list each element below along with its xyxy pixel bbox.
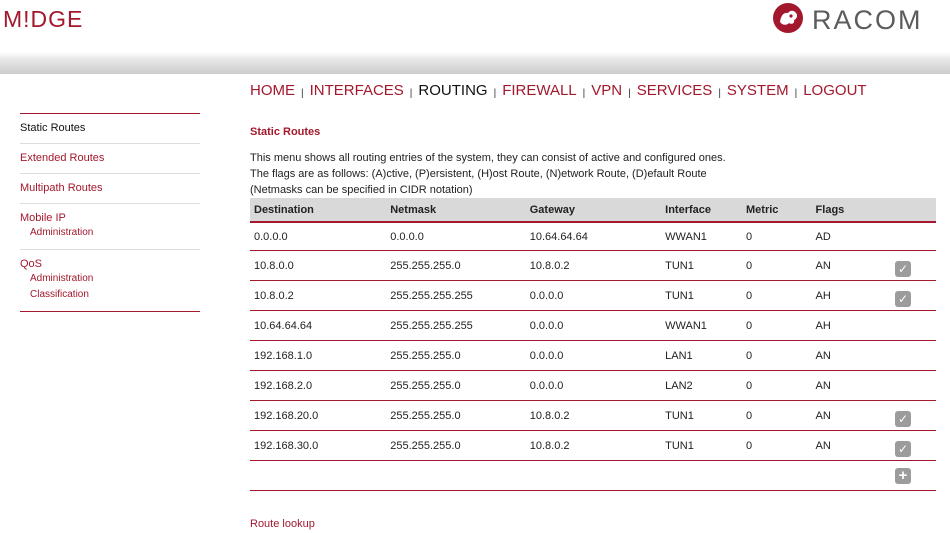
cell-metric: 0 [742, 311, 812, 341]
nav-separator: | [493, 88, 497, 99]
route-lookup-link[interactable]: Route lookup [250, 518, 315, 530]
cell-destination: 10.64.64.64 [250, 311, 386, 341]
sidebar-item-multipath-routes[interactable]: Multipath Routes [20, 182, 103, 194]
cell-netmask: 255.255.255.255 [386, 281, 526, 311]
nav-logout[interactable]: LOGOUT [803, 82, 867, 99]
sidebar-subitem-qos-administration[interactable]: Administration [30, 273, 94, 284]
cell-destination: 10.8.0.2 [250, 281, 386, 311]
nav-routing[interactable]: ROUTING [418, 82, 488, 99]
cell-gateway: 10.8.0.2 [526, 431, 661, 461]
cell-flags: AN [812, 431, 891, 461]
column-header-netmask: Netmask [386, 198, 526, 222]
nav-separator: | [628, 88, 631, 99]
cell-gateway: 10.8.0.2 [526, 251, 661, 281]
sidebar [20, 113, 200, 312]
nav-separator: | [718, 88, 721, 99]
cell-flags: AN [812, 251, 891, 281]
cell-destination: 192.168.1.0 [250, 341, 386, 371]
table-row [250, 431, 936, 461]
sidebar-item-static-routes[interactable]: Static Routes [20, 122, 86, 134]
table-row [250, 341, 936, 371]
table-row [250, 401, 936, 431]
column-header-interface: Interface [661, 198, 742, 222]
cell-action [891, 222, 936, 251]
nav-firewall[interactable]: FIREWALL [502, 82, 577, 99]
cell-flags: AD [812, 222, 891, 251]
column-header-metric: Metric [742, 198, 812, 222]
nav-vpn[interactable]: VPN [591, 82, 623, 99]
cell-gateway: 10.8.0.2 [526, 401, 661, 431]
cell-interface: LAN2 [661, 371, 742, 401]
header-band [0, 52, 950, 74]
cell-destination: 10.8.0.0 [250, 251, 386, 281]
cell-flags: AH [812, 311, 891, 341]
cell-netmask: 0.0.0.0 [386, 222, 526, 251]
cell-action [891, 341, 936, 371]
nav-separator: | [794, 88, 798, 99]
cell-netmask: 255.255.255.0 [386, 401, 526, 431]
racom-logo-icon [772, 2, 804, 34]
cell-action [891, 251, 936, 281]
cell-flags: AH [812, 281, 891, 311]
table-row [250, 311, 936, 341]
add-row-spacer [250, 461, 891, 491]
sidebar-group-qos [20, 249, 200, 312]
nav-separator: | [409, 88, 413, 99]
sidebar-item-extended-routes[interactable]: Extended Routes [20, 152, 105, 164]
cell-destination: 192.168.2.0 [250, 371, 386, 401]
table-header-row [250, 198, 936, 222]
cell-netmask: 255.255.255.0 [386, 341, 526, 371]
cell-flags: AN [812, 341, 891, 371]
cell-metric: 0 [742, 431, 812, 461]
midge-logo: M!DGE [3, 6, 84, 32]
cell-interface: TUN1 [661, 401, 742, 431]
cell-flags: AN [812, 401, 891, 431]
checkbox-icon[interactable]: ✓ [895, 411, 911, 427]
sidebar-subitem-qos-classification[interactable]: Classification [30, 289, 89, 300]
cell-gateway: 0.0.0.0 [526, 341, 661, 371]
sidebar-subitem-mobile-ip-administration[interactable]: Administration [30, 227, 94, 238]
cell-netmask: 255.255.255.0 [386, 431, 526, 461]
cell-interface: TUN1 [661, 281, 742, 311]
cell-netmask: 255.255.255.0 [386, 371, 526, 401]
cell-destination: 192.168.30.0 [250, 431, 386, 461]
cell-metric: 0 [742, 341, 812, 371]
checkbox-icon[interactable]: ✓ [895, 291, 911, 307]
checkbox-icon[interactable]: ✓ [895, 261, 911, 277]
sidebar-item-mobile-ip[interactable]: Mobile IP [20, 212, 66, 224]
cell-destination: 0.0.0.0 [250, 222, 386, 251]
description-line: This menu shows all routing entries of the system, they can consist of active and configured ones. [250, 152, 726, 164]
description [250, 150, 936, 198]
cell-flags: AN [812, 371, 891, 401]
table-row [250, 281, 936, 311]
cell-metric: 0 [742, 371, 812, 401]
nav-separator: | [582, 88, 586, 99]
nav-interfaces[interactable]: INTERFACES [309, 82, 404, 99]
cell-interface: LAN1 [661, 341, 742, 371]
sidebar-item-qos[interactable]: QoS [20, 258, 43, 270]
cell-netmask: 255.255.255.0 [386, 251, 526, 281]
cell-action [891, 371, 936, 401]
column-header-flags: Flags [812, 198, 936, 222]
sidebar-group-static [20, 113, 200, 143]
cell-interface: WWAN1 [661, 311, 742, 341]
racom-wordmark: RACOM [812, 5, 923, 35]
column-header-destination: Destination [250, 198, 386, 222]
cell-action [891, 401, 936, 431]
description-line: The flags are as follows: (A)ctive, (P)ersistent, (H)ost Route, (N)etwork Route, (D)efault Route [250, 168, 707, 180]
cell-metric: 0 [742, 251, 812, 281]
plus-icon[interactable]: + [895, 468, 911, 484]
routes-table-body [250, 222, 936, 491]
cell-destination: 192.168.20.0 [250, 401, 386, 431]
cell-gateway: 10.64.64.64 [526, 222, 661, 251]
table-row [250, 251, 936, 281]
cell-metric: 0 [742, 401, 812, 431]
nav-system[interactable]: SYSTEM [726, 82, 789, 99]
routes-table [250, 198, 936, 491]
page-title: Static Routes [250, 126, 321, 138]
cell-action [891, 431, 936, 461]
nav-separator: | [301, 88, 304, 99]
table-row [250, 222, 936, 251]
cell-action [891, 311, 936, 341]
nav-services[interactable]: SERVICES [636, 82, 713, 99]
header [0, 0, 950, 52]
cell-gateway: 0.0.0.0 [526, 371, 661, 401]
sidebar-group-multipath [20, 173, 200, 203]
cell-action [891, 461, 936, 491]
cell-interface: WWAN1 [661, 222, 742, 251]
main-content [250, 126, 936, 491]
table-row [250, 371, 936, 401]
add-row [250, 461, 936, 491]
checkbox-icon[interactable]: ✓ [895, 441, 911, 457]
cell-gateway: 0.0.0.0 [526, 281, 661, 311]
description-line: (Netmasks can be specified in CIDR notation) [250, 184, 473, 196]
cell-interface: TUN1 [661, 251, 742, 281]
column-header-gateway: Gateway [526, 198, 661, 222]
top-nav [250, 82, 867, 99]
sidebar-group-mobile-ip [20, 203, 200, 249]
cell-action [891, 281, 936, 311]
cell-metric: 0 [742, 222, 812, 251]
nav-home[interactable]: HOME [250, 82, 295, 99]
sidebar-group-extended [20, 143, 200, 173]
cell-metric: 0 [742, 281, 812, 311]
cell-gateway: 0.0.0.0 [526, 311, 661, 341]
cell-interface: TUN1 [661, 431, 742, 461]
cell-netmask: 255.255.255.255 [386, 311, 526, 341]
